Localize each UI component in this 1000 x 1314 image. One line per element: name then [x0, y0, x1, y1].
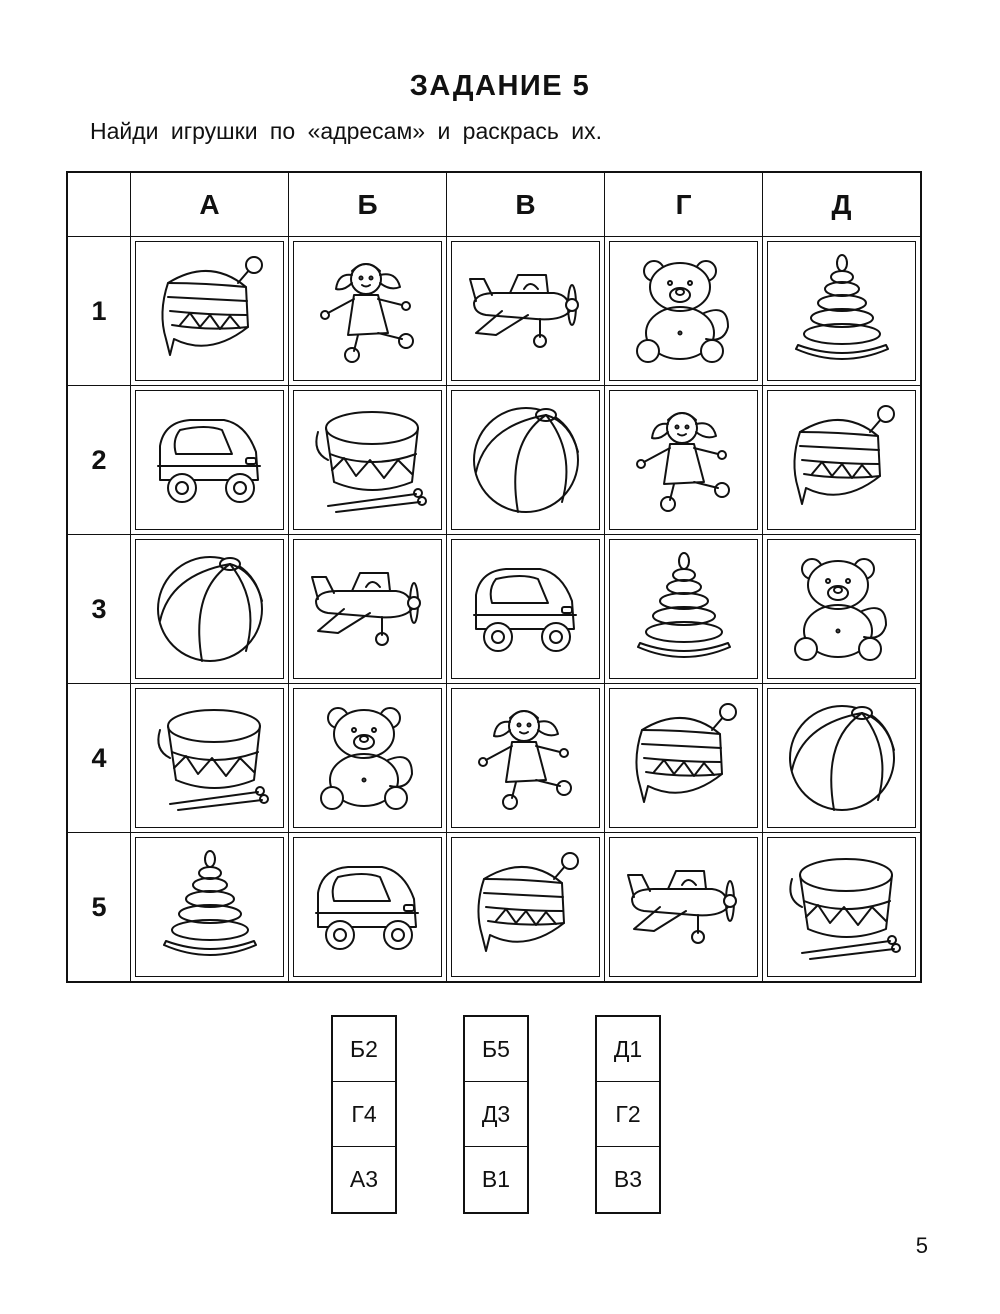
ball-icon [782, 700, 902, 816]
column-header: Б [289, 172, 447, 237]
answer-column [595, 1015, 661, 1214]
column-header: Д [763, 172, 922, 237]
column-header: В [447, 172, 605, 237]
column-header: Г [605, 172, 763, 237]
answer-cell: Б5 [465, 1017, 527, 1082]
ball-icon [466, 402, 586, 518]
grid-cell[interactable] [131, 237, 289, 386]
car-icon [308, 849, 428, 965]
airplane-icon [308, 551, 428, 667]
pyramid-icon [150, 849, 270, 965]
airplane-icon [466, 253, 586, 369]
task-instruction: Найди игрушки по «адресам» и раскрась их. [90, 118, 603, 144]
answer-cell: Г4 [333, 1082, 395, 1147]
grid-cell[interactable] [289, 237, 447, 386]
drum-icon [150, 700, 270, 816]
grid-cell[interactable] [289, 535, 447, 684]
answer-cell: В1 [481, 1166, 511, 1192]
grid-row [67, 833, 921, 983]
grid-cell[interactable] [763, 535, 922, 684]
grid-cell[interactable] [289, 684, 447, 833]
drum-icon [782, 849, 902, 965]
grid-row [67, 684, 921, 833]
answer-column [463, 1015, 529, 1214]
grid-cell[interactable] [605, 684, 763, 833]
spinning-top-icon [624, 700, 744, 816]
grid-cell[interactable] [447, 833, 605, 983]
doll-icon [624, 402, 744, 518]
pyramid-icon [782, 253, 902, 369]
grid-row [67, 237, 921, 386]
teddy-bear-icon [782, 551, 902, 667]
grid-cell[interactable] [763, 684, 922, 833]
grid-cell[interactable] [763, 237, 922, 386]
grid-cell[interactable] [605, 237, 763, 386]
teddy-bear-icon [308, 700, 428, 816]
ball-icon [150, 551, 270, 667]
car-icon [150, 402, 270, 518]
corner-cell [67, 172, 131, 237]
grid-cell[interactable] [763, 386, 922, 535]
task-title: ЗАДАНИЕ 5 [409, 70, 591, 102]
row-header: 1 [67, 237, 131, 386]
row-header: 2 [67, 386, 131, 535]
drum-icon [308, 402, 428, 518]
column-header: А [131, 172, 289, 237]
answer-column [331, 1015, 397, 1214]
spinning-top-icon [150, 253, 270, 369]
grid-cell[interactable] [447, 386, 605, 535]
grid-cell[interactable] [131, 535, 289, 684]
spinning-top-icon [782, 402, 902, 518]
page-number: 5 [915, 1233, 928, 1258]
grid-cell[interactable] [131, 833, 289, 983]
car-icon [466, 551, 586, 667]
grid-row [67, 535, 921, 684]
grid-cell[interactable] [605, 535, 763, 684]
grid-cell[interactable] [289, 833, 447, 983]
grid-cell[interactable] [605, 833, 763, 983]
header-row [67, 172, 921, 237]
teddy-bear-icon [624, 253, 744, 369]
toy-grid [66, 171, 922, 983]
answer-cell: Д1 [597, 1017, 659, 1082]
pyramid-icon [624, 551, 744, 667]
row-header: 5 [67, 833, 131, 983]
answer-cell: Г2 [597, 1082, 659, 1147]
row-header: 3 [67, 535, 131, 684]
doll-icon [466, 700, 586, 816]
grid-cell[interactable] [763, 833, 922, 983]
grid-cell[interactable] [447, 684, 605, 833]
answer-cell: А3 [349, 1166, 379, 1192]
answer-cell: Б2 [333, 1017, 395, 1082]
answer-cell: Д3 [465, 1082, 527, 1147]
grid-cell[interactable] [131, 386, 289, 535]
row-header: 4 [67, 684, 131, 833]
answer-cell: В3 [613, 1166, 643, 1192]
airplane-icon [624, 849, 744, 965]
doll-icon [308, 253, 428, 369]
grid-cell[interactable] [605, 386, 763, 535]
spinning-top-icon [466, 849, 586, 965]
grid-row [67, 386, 921, 535]
grid-cell[interactable] [447, 237, 605, 386]
grid-cell[interactable] [447, 535, 605, 684]
grid-cell[interactable] [131, 684, 289, 833]
grid-cell[interactable] [289, 386, 447, 535]
